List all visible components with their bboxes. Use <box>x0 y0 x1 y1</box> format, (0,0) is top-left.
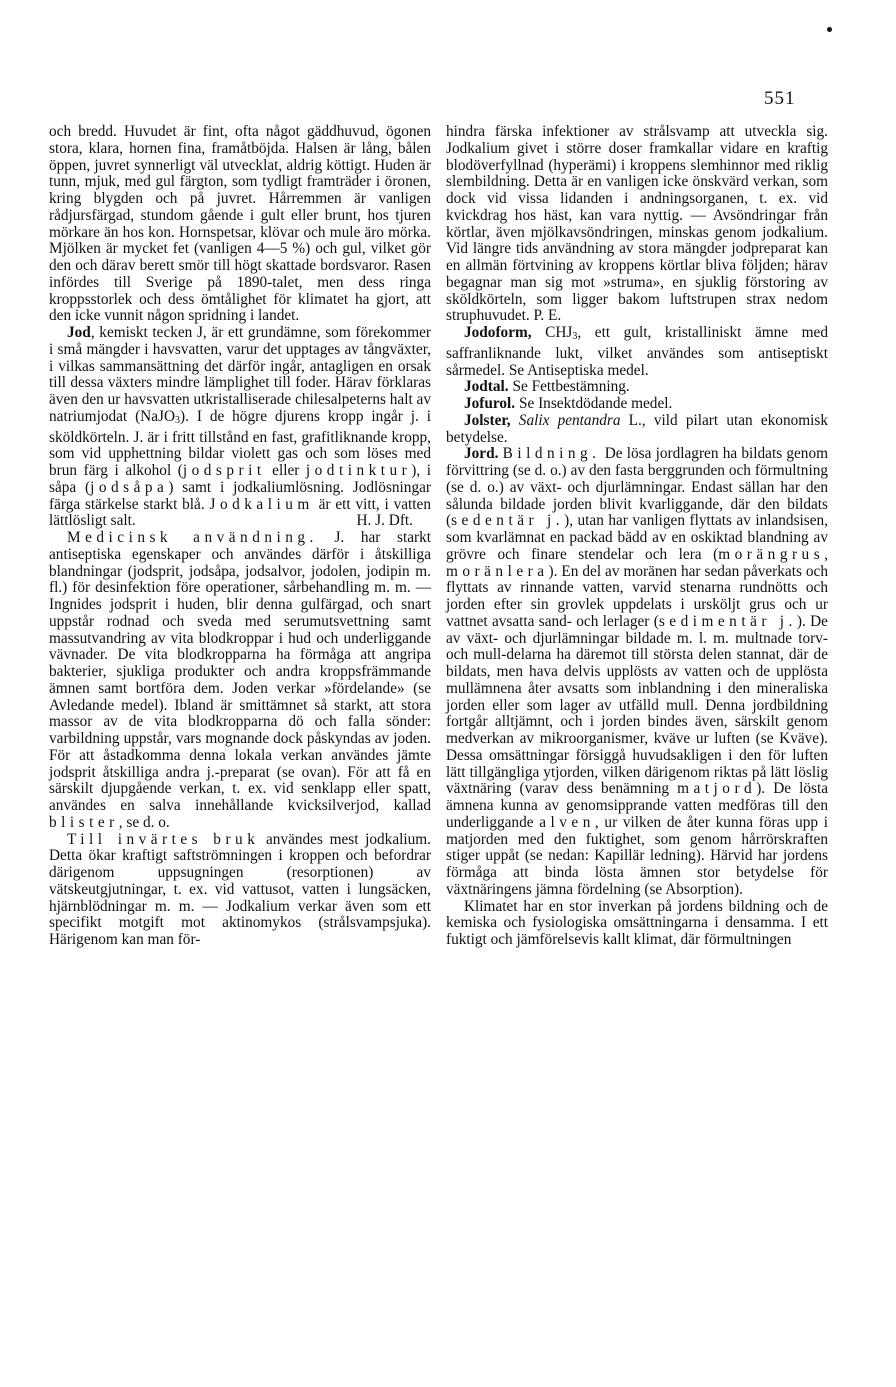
term: sedimentär j. <box>658 612 797 630</box>
continuation-paragraph: och bredd. Huvudet är fint, ofta något gäddhuvud, ögonen stora, klara, hornen fina, framåtböjda. Halsen är lång, bålen öppen, juvret synnerligt väl utvecklat, aldrig köttigt. Huden är tunn, mjuk, med gul färgton, som tydligt framträder i öronen, kring blygden och på juvret. Hårremmen är vanligen rådjursfärgad, stundom gående i gult eller brunt, hos tjuren mörkare än hos kon. Hornspetsar, klövar och mule äro mörka. Mjölken är mycket fet (vanligen 4—5 %) och gul, vilket gör den och därav berett smör till högt skattade bordsvaror. Rasen infördes till Sverige på 1890-talet, men dess ringa kroppsstorlek och dess ömtålighet för klimatet ha gjort, att den icke vunnit någon spridning i landet. <box>49 123 431 325</box>
headword-jod: Jod <box>67 324 91 341</box>
term: jodsprit <box>182 462 266 479</box>
entry-jodtal: Jodtal. Se Fettbestämning. <box>464 378 630 396</box>
entry-jod: Jod, kemiskt tecken J, är ett grundämne, som förekommer i små mängder i havsvatten, varur det upptages av tångväxter, i vilkas sammansättning det därför ingår, antagligen en orsak till dessa växters mindre lämplighet till foder. Härav förklaras även den ur havsvatten utkristalliserade chilesalpeterns halt av natriumjodat (NaJO$_3$). I de högre djurens kropp ingår j. i sköldkörteln. J. är i fritt tillstånd en fast, grafitliknande kropp, som vid upphettning bildar violett gas och som löses med brun färg i alkohol (jodsprit eller jodtinktur), i såpa (jodsåpa) samt i jodkaliumlösning. Jodlösningar färga stärkelse starkt blå. Jodkalium är ett vitt, i vatten lättlösligt salt. H. J. Dft. <box>49 324 431 530</box>
entry-jolster: Jolster, Salix pentandra L., vild pilart utan ekonomisk betydelse. <box>446 411 828 446</box>
entry-jord: Jord. Bildning. De lösa jordlagren ha bildats genom förvittring (se d. o.) av den fasta berggrunden och förmultning (se d. o.) av växt- och djurlämningar. Endast sällan har den sålunda bildade jorden blivit kvarliggande, där den bildats (sedentär j.), utan har vanligen flyttats av inlandsisen, som kvarlämnat en packad bädd av en oskiktad blandning av grövre och finare stendelar och lera (morängrus, moränlera). En del av moränen har sedan påverkats och flyttats av rinnande vatten, varvid stenarna rundnötts och jorden efter sin grovlek uppdelats i ursköljt grus och ur vattnet avsatta sand- och lerlager (sedimentär j.). De av växt- och djurlämningar bildade m. l. m. multnade torv- och mull-delarna ha däremot till största delen stannat, där de bildats, men hava delvis upplösts av vatten och de upplösta mullämnena åter avsatts som inblandning i den mineraliska jorden eller som lager av utfälld mull. Denna jordbildning fortgår alltjämnt, och i jorden bindes även, särskilt genom medverkan av mikroorganismer, kväve ur luften (se Kväve). Dessa omsättningar försiggå huvudsakligen i den för luften lätt tillgängliga ytjorden, vilken därigenom riktas på lätt löslig växtnäring (varav dess benämning matjord). De lösta ämnena kunna av genomsipprande vatten medföras till den underliggande alven, ur vilken de åter kunna föras upp i matjorden med den fuktighet, som genom hårrörskraften stiger uppåt (se nedan: Kapillär ledning). Härvid har jordens förmåga att binda lösta ämnen stor betydelse för växtnäringens jämna fördelning (se Absorption). <box>446 445 829 898</box>
headword-jodoform: Jodoform, <box>464 324 532 341</box>
jord-climate-paragraph: Klimatet har en stor inverkan på jordens bildning och de kemiska och fysiologiska omsättningarna i densamma. I ett fuktigt och jämförelsevis kallt klimat, där förmultningen <box>446 897 828 948</box>
page-number: 551 <box>764 88 796 109</box>
headword-jord: Jord. <box>464 445 499 463</box>
headword-jofurol: Jofurol. <box>464 395 516 412</box>
author-signature: H. J. Dft. <box>356 512 413 530</box>
term: jodtinktur <box>305 462 412 479</box>
term: matjord <box>677 780 757 798</box>
section-invartes: Till invärtes bruk användes mest jodkalium. Detta ökar kraftigt saftströmningen i kroppen och befordrar därigenom uppsugningen (resorptionen) av vätskeutgjutningar, t. ex. vid vattusot, vatten i lungsäcken, hjärnblödningar m. m. — Jodkalium verkar även som ett specifikt motgift mot aktinomykos (strålsvampsjuka). Härigenom kan man för- <box>49 830 431 948</box>
left-column <box>49 124 431 949</box>
entry-jofurol: Jofurol. Se Insektdödande medel. <box>464 395 673 412</box>
term: morängrus <box>718 545 825 563</box>
section-heading: Till invärtes bruk <box>67 830 260 848</box>
entry-jodoform: Jodoform, $CHJ_3$, ett gult, kristalliniskt ämne med saffranliknande lukt, vilket användes som antiseptiskt sårmedel. Se Antiseptiska medel. <box>446 324 828 379</box>
latin-name: Salix pentandra <box>518 411 621 429</box>
scan-speck <box>827 27 832 32</box>
section-heading: Bildning. <box>502 445 601 463</box>
right-column <box>446 124 828 949</box>
term: moränlera <box>446 562 549 580</box>
term: sedentär j. <box>451 512 565 530</box>
section-medicinsk: Medicinsk användning. J. har starkt antiseptiska egenskaper och användes därför i åtskilliga blandningar (jodsprit, jodsåpa, jodsalvor, jodolen, jodipin m. fl.) för desinfektion före operationer, sårbehandling m. m. — Ingnides jodsprit i huden, blir denna gulfärgad, och snart uppstår rodnad och sveda med serumutsvettning samt massutvandring av vita blodkroppar i hud och underliggande vävnader. De vita blodkropparna ha förmåga att angripa bakterier, sjukliga produkter och andra kroppsfrämmande ämnen samt bortföra dem. Joden verkar »fördelande» (se Avledande medel). Ibland är smittämnet så starkt, att stora massor av de vita blodkropparna dö och falla sönder: varbildning uppstår, vars mognande dock påskyndas av joden. För att åstadkomma denna lokala verkan användes jämte jodsprit åtskilliga andra j.-preparat (se ovan). För att få en särskilt djupgående verkan, t. ex. vid senklapp eller spatt, användes en salva innehållande kvicksilverjod, kallad blister, se d. o. <box>49 529 431 831</box>
continuation-paragraph: hindra färska infektioner av strålsvamp att utveckla sig. Jodkalium givet i större doser framkallar vidare en kraftig blodöverfyllnad (hyperämi) i kroppens slemhinnor med riklig slembildning. Detta är en vanligen icke önskvärd verkan, som dock vid vissa lidanden i andningsorganen, t. ex. vid kvickdrag hos häst, kan vara nyttig. — Avsöndringar från körtlar, även mjölkavsöndringen, minskas genom jodkalium. Vid längre tids användning av stora mängder jodpreparat kan en allmän förtvining av kroppens körtlar bliva följden; härav begagnar man sig mot »struma», en sjuklig förstoring av sköldkörteln, som ligger bakom luftstrupen strax nedom struphuvudet. P. E. <box>446 123 828 325</box>
term: jodsåpa <box>90 478 169 496</box>
section-heading: Medicinsk användning. <box>67 529 318 546</box>
term: Jodkalium <box>209 495 314 513</box>
headword-jolster: Jolster, <box>464 411 511 429</box>
term: blister <box>49 813 119 831</box>
term: alven <box>539 813 595 831</box>
headword-jodtal: Jodtal. <box>464 378 509 396</box>
